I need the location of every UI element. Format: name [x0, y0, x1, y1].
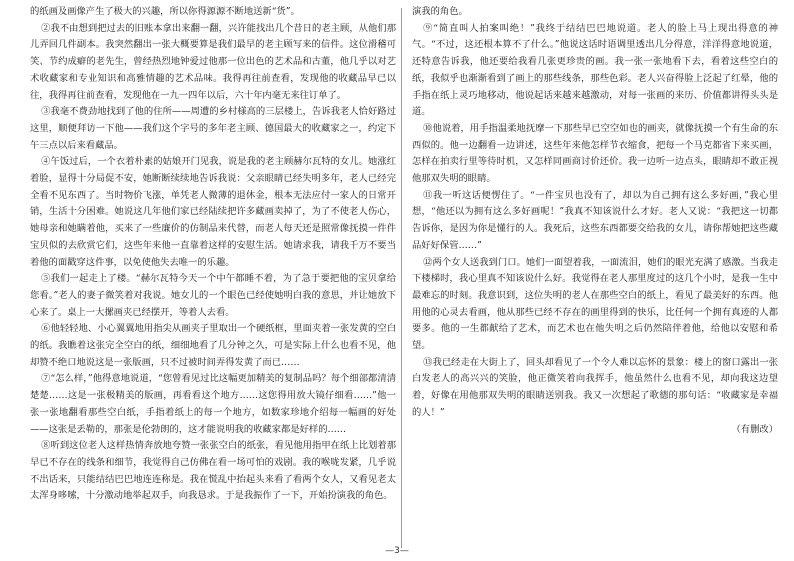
column-divider	[401, 8, 402, 548]
left-column-paragraph: ⑦“怎么样，”他得意地说道，“您曾看见过比这幅更加精美的复制品吗？每个细部都清清楚楚……这是一张极精美的版画，再看看这个地方……这您得用放大镜仔细看……”他一张一张地翻看那些空白纸，手指着纸上的每一个地方，如数家珍地介绍每一幅画的好处——这张是丢勒的，那张是伦勃朗的，这才能说明我的收藏家都是好样的……	[30, 373, 396, 435]
left-column-paragraph: ⑤我们一起走上了楼。“赫尔瓦特今天一个中午都睡不着，为了急于要把他的宝贝拿给您看。”老人的妻子微笑着对我说。她女儿的一个眼色已经使她明白我的意思，并让她放下心来了。桌上一大摞画夹已经摆开，等着人去看。	[30, 273, 396, 318]
right-column-paragraph: 演我的角色。	[412, 6, 468, 17]
source-note: （有删改）	[731, 423, 778, 435]
right-column-paragraph: ⑫两个女人送我到门口。她们一面望着我，一面流泪，她们的眼光充满了感激。当我走下楼梯时，我心里真不知该说什么好。我觉得在老人那里度过的这几个小时，是我一生中最难忘的时刻。我意识到，这位失明的老人在那些空白的纸上，看见了最美好的东西。他用他的心灵去看画，他从那些已经不存在的画里得到的快乐，比任何一个拥有真迹的人都要多。他的一生都献给了艺术，而艺术也在他失明之后仍然陪伴着他，给他以安慰和希望。	[412, 256, 778, 352]
left-column-paragraph: ④午饭过后，一个衣着朴素的姑娘开门见我，说是我的老主顾赫尔瓦特的女儿。她涨红着脸，显得十分局促不安，她断断续续地告诉我说：父亲眼睛已经失明多年，老人已经完全看不见东西了。当时物价飞涨，单凭老人微薄的退休金，根本无法应付一家人的日常开销，生活十分困难。她说这几年他们家已经陆续把许多藏画卖掉了，为了不使老人伤心，她母亲和她瞒着他，买来了一些廉价的仿制品来代替，而老人每天还是照常像抚摸一件件宝贝似的去欣赏它们，这些年来他一直靠着这样的安慰生活。她请求我，请我千万不要当着他的面戳穿这件事，以免使他失去唯一的乐趣。	[30, 156, 396, 268]
left-column-paragraph: ⑥他轻轻地、小心翼翼地用指尖从画夹子里取出一个硬纸框，里面夹着一张发黄的空白的纸。我瞧着这张完全空白的纸，细细地看了几分钟之久，可是实际上什么也看不见，他却赞不绝口地说这是一张版画，只不过被时间弄得发黄了而已……	[30, 323, 396, 368]
right-column	[412, 4, 778, 552]
right-column-paragraph: ⑨“简直叫人拍案叫绝！”我终于结结巴巴地说道。老人的脸上马上现出得意的神气。“不过，这还根本算不了什么。”他说这话时语调里透出几分得意，洋洋得意地说道，还特意告诉我，他还要给我看几张更珍贵的画。我一张一张地看下去，看着这些空白的纸，我似乎也渐渐看到了画上的那些线条，那些色彩。老人兴奋得脸上泛起了红晕，他的手指在纸上灵巧地移动，他说起话来越来越激动，对每一张画的来历、价值都讲得头头是道。	[412, 22, 778, 118]
left-column-paragraph: ③我毫不费劲地找到了他的住所——周遭的乡村様高的三层楼上，告诉我老人恰好路过这里，顺便拜访一下他——我们这个字号的多年老主顾、德国最大的收藏家之一，约定下午三点以后来看藏品。	[30, 106, 396, 151]
left-column-paragraph: ②我不由想到把过去的旧账本拿出来翻一翻，兴许能找出几个昔日的老主顾，从他们那儿弄回几件副本。我突然翻出一张大概要算是我们最早的老主顾写来的信件。这位滑稽可笑、节约成癖的老先生，曾经热烈地钟爱过他那一位出色的艺术品和古董，他几乎以对艺术收藏家和专业知识和高雅情趣的艺术品味。我得再往前查看，发现他的收藏品早已以往，我得再往前查看，发现他在一九一四年以后，六十年内毫无来往订单了。	[30, 22, 396, 101]
right-column-paragraph: ⑩他说着，用手指温柔地抚摩一下那些早已空空如也的画夹，就像抚摸一个有生命的东西似的。他一边翻看一边讲述，这些年来他怎样节衣缩食，把每一个马克都省下来买画，怎样在拍卖行里等待时机，又怎样同画商讨价还价。我一边听一边点头，眼睛却不敢正视他那双失明的眼睛。	[412, 122, 778, 185]
left-column	[30, 4, 396, 552]
left-column-paragraph: 的纸画及画像产生了极大的兴趣，所以你得源源不断地送新“货”。	[30, 6, 300, 17]
left-column-paragraph: ⑧听到这位老人这样热情奔放地夸赞一张张空白的纸张，看见他用指甲在纸上比划着那早已不存在的线条和细节，我觉得自己仿佛在看一场可怕的戏剧。我的喉咙发紧，几乎说不出话来，只能结结巴巴地连连称是。我在慌乱中抬起头来看了看两个女人，又看见老太太浑身哆嗦，十分激动地举起双手，向我恳求。于是我振作了一下，开始扮演我的角色。	[30, 440, 396, 502]
right-column-paragraph: ⑪我一听这话便愣住了。“一件宝贝也没有了，却以为自己拥有这么多好画，”我心里想，“他还以为拥有这么多好画呢！”我真不知该说什么才好。老人又说：“我把这一切都告诉你，是因为你是懂行的人。我死后，这些东西都要交给我的女儿，请你帮她把这些藏品好好保管……”	[412, 189, 778, 251]
right-column-paragraph: ⑬我已经走在大街上了，回头却看见了一个令人难以忘怀的景象：楼上的窗口露出一张白发老人的高兴兴的笑脸，他正微笑着向我挥手，他虽然什么也看不见，却向我这边望着，好像在用他那双失明的眼睛送别我。我又一次想起了歌德的那句话：“收藏家是幸福的人！”	[412, 356, 778, 418]
page-number: —3—	[385, 546, 409, 556]
